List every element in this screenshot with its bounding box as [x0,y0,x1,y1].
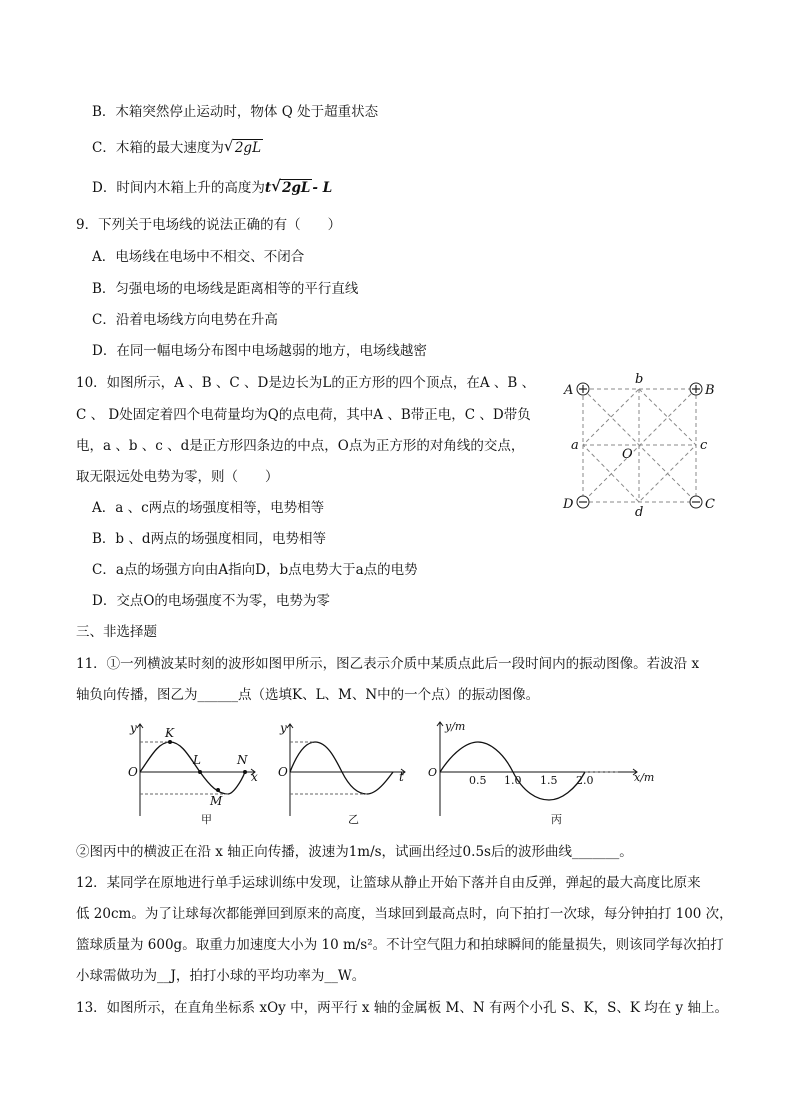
label-D: D [563,497,574,512]
label-a: a [571,438,579,453]
q13-line1: 13．如图所示，在直角坐标系 xOy 中，两平行 x 轴的金属板 M、N 有两个小孔 S、K，S、K 均在 y 轴上。 [76,1000,728,1016]
point-N [243,770,247,774]
fig-bing-wave [425,716,665,830]
tick-label: 1.5 [540,774,558,787]
label-B: B [705,383,715,398]
label-N: N [237,753,248,767]
q12-line1: 12．某同学在原地进行单手运球训练中发现，让篮球从静止开始下落并自由反弹，弹起的最大高度比原来 [76,875,701,891]
q9-option-b: B．匀强电场的电场线是距离相等的平行直线 [92,281,359,297]
q8-option-c [92,138,263,158]
q10-stem-line2: C 、 D处固定着四个电荷量均为Q的点电荷，其中A 、B带正电，C 、D带负 [76,407,531,423]
q11-stem-line2: 轴负向传播，图乙为______点（选填K、L、M、N中的一个点）的振动图像。 [76,687,540,703]
q9-stem: 9．下列关于电场线的说法正确的有（ ） [76,217,342,233]
q8-option-d-text: D．时间内木箱上升的高度为 [92,180,265,196]
fig-jia-wave [125,718,265,830]
label-origin: O [128,765,138,779]
point-K [168,740,172,744]
q8-option-c-text: C．木箱的最大速度为 [92,140,224,156]
minus-l: - L [312,180,333,196]
caption-jia: 甲 [201,813,212,826]
label-M: M [210,794,223,808]
label-t: t [399,770,404,784]
q10-square-figure [555,372,725,518]
q10-stem-line4: 取无限远处电势为零，则（ ） [76,469,279,485]
q10-stem-line3: 电，a 、b 、c 、d是正方形四条边的中点，O点为正方形的对角线的交点， [76,438,525,454]
tick-label: 0.5 [469,774,487,787]
label-y-m: y/m [445,720,466,733]
sqrt-radicand: 2gL [234,140,262,156]
label-C: C [705,497,715,512]
q10-option-b: B．b 、d两点的场强度相同，电势相等 [92,531,326,547]
q9-option-c: C．沿着电场线方向电势在升高 [92,312,278,328]
sqrt-radicand: 2gL [282,180,311,196]
fig-yi-vibration [275,718,415,830]
label-K: K [165,726,174,740]
q12-line4: 小球需做功为__J，拍打小球的平均功率为__W。 [76,968,366,984]
caption-bing: 丙 [551,813,562,826]
label-origin: O [278,765,288,779]
q9-option-d: D．在同一幅电场分布图中电场越弱的地方，电场线越密 [92,343,427,359]
label-origin: O [428,766,438,779]
tick-label: 2.0 [576,774,594,787]
q12-line2: 低 20cm。为了让球每次都能弹回到原来的高度，当球回到最高点时，向下拍打一次球，每分钟拍打 100 次， [76,906,733,922]
q9-option-a: A．电场线在电场中不相交、不闭合 [92,249,305,265]
q12-line3: 篮球质量为 600g。取重力加速度大小为 10 m/s²。不计空气阻力和拍球瞬间的能量损失，则该同学每次拍打 [76,937,724,953]
label-c: c [700,438,708,453]
tick-label: 1.0 [504,774,522,787]
q8-option-b: B．木箱突然停止运动时，物体 Q 处于超重状态 [92,104,379,120]
label-y: y [280,721,287,735]
q10-option-c: C．a点的场强方向由A指向D，b点电势大于a点的电势 [92,562,418,578]
vibration-curve [290,742,393,794]
sqrt-expression: √ 2gL [223,137,262,156]
label-y: y [130,721,137,735]
label-b: b [635,372,644,387]
label-A: A [564,383,574,398]
caption-yi: 乙 [348,813,359,826]
q11-stem-line1: 11．①一列横波某时刻的波形如图甲所示，图乙表示介质中某质点此后一段时间内的振动图像。若波沿 x [76,656,700,672]
label-O: O [622,447,633,462]
q10-option-a: A．a 、c两点的场强度相等，电势相等 [92,500,325,516]
time-symbol: t [264,180,272,196]
section-heading: 三、非选择题 [76,624,157,640]
point-M [216,788,220,792]
q8-option-d [92,178,332,198]
label-x: x [251,770,258,784]
wave-curve [440,742,585,800]
label-L: L [193,753,201,767]
q10-option-d: D．交点O的电场强度不为零，电势为零 [92,593,330,609]
q10-stem-line1: 10．如图所示，A 、B 、C 、D是边长为L的正方形的四个顶点，在A 、B 、 [76,375,536,391]
q11-part2: ②图丙中的横波正在沿 x 轴正向传播，波速为1m/s，试画出经过0.5s后的波形曲线_______。 [76,844,633,860]
sqrt-expression: √ 2gL [271,177,311,196]
wave-curve [140,742,245,794]
point-L [198,770,202,774]
label-x-m: x/m [634,771,655,784]
label-d: d [635,505,644,518]
